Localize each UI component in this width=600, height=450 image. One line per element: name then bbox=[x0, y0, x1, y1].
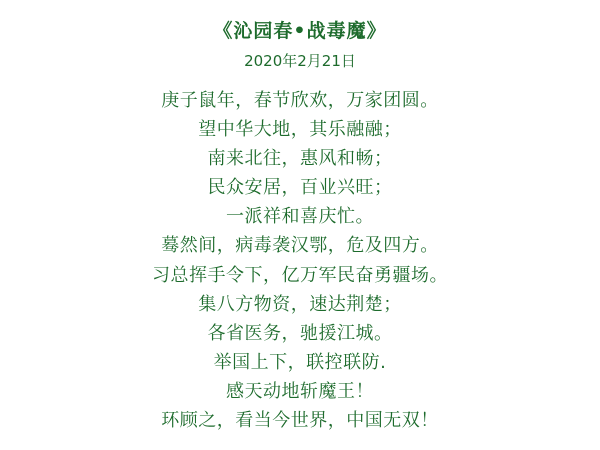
document-date: 2020年2月21日 bbox=[244, 51, 356, 70]
poem-line: 南来北往，惠风和畅； bbox=[207, 147, 393, 169]
poem-line: 习总挥手令下，亿万军民奋勇疆场。 bbox=[152, 264, 448, 286]
poem-body bbox=[20, 86, 580, 436]
poem-line: 蓦然间，病毒袭汉鄂，危及四方。 bbox=[161, 235, 439, 257]
poem-line: 望中华大地，其乐融融； bbox=[198, 118, 402, 140]
page-title: 《沁园春•战毒魔》 bbox=[213, 20, 387, 42]
poem-line: 感天动地斩魔王！ bbox=[226, 381, 374, 403]
poem-line: 庚子鼠年，春节欣欢，万家团圆。 bbox=[161, 89, 439, 111]
poem-line: 举国上下，联控联防. bbox=[213, 352, 387, 373]
poem-line: 民众安居，百业兴旺； bbox=[207, 177, 393, 199]
poem-line: 环顾之，看当今世界，中国无双！ bbox=[161, 410, 439, 432]
poem-line: 一派祥和喜庆忙。 bbox=[226, 206, 374, 228]
poem-line: 各省医务，驰援江城。 bbox=[207, 322, 393, 344]
poem-line: 集八方物资，速达荆楚； bbox=[198, 293, 402, 315]
